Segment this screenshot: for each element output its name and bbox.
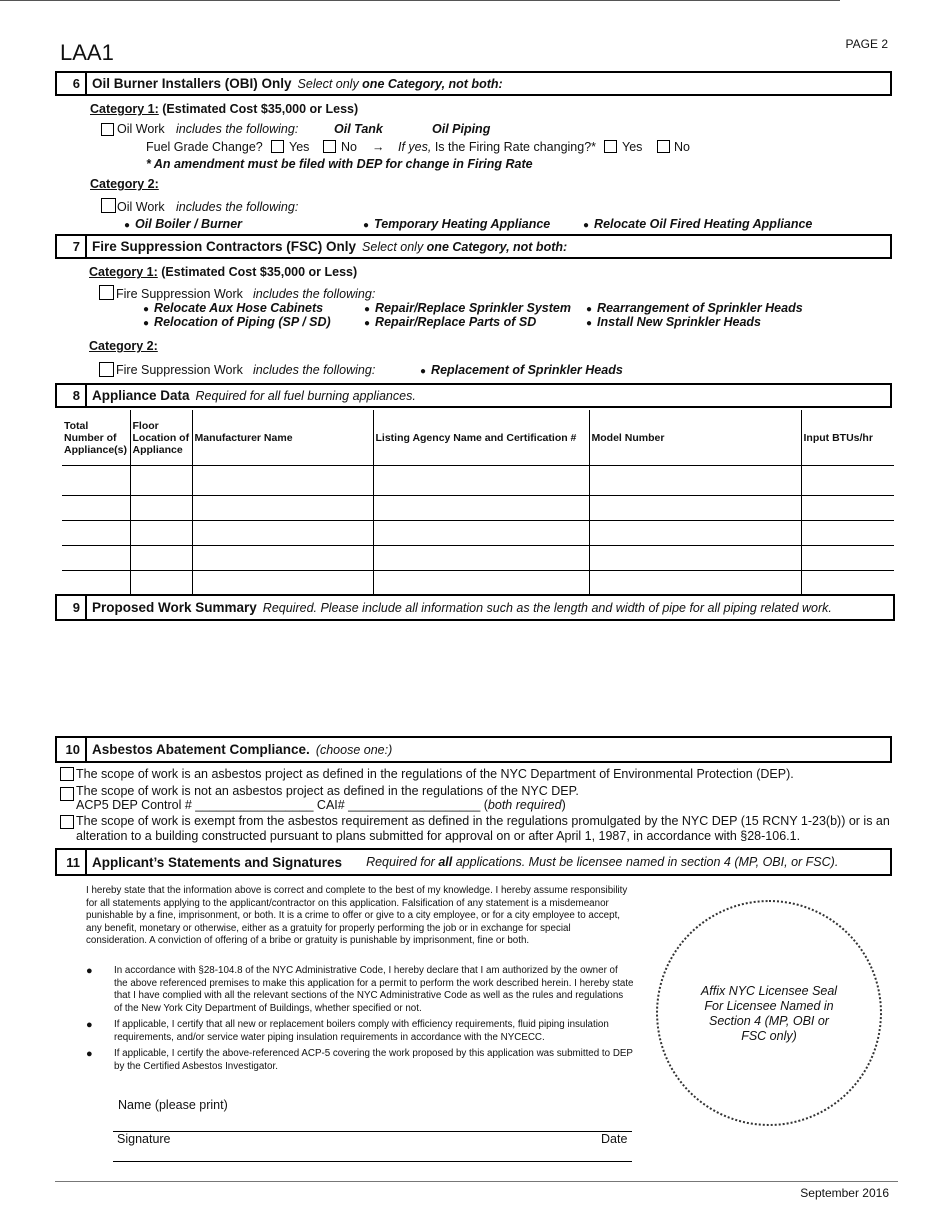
table-row [62, 496, 894, 521]
section-title: Appliance Data [92, 388, 190, 403]
section-number: 9 [57, 596, 87, 619]
s6-firing-rate-yes-checkbox[interactable] [604, 140, 617, 153]
footer-date: September 2016 [800, 1186, 889, 1200]
s7-includes-label: includes the following: [253, 287, 376, 301]
s6-firing-rate-label: If yes, Is the Firing Rate changing?* [398, 140, 597, 154]
table-cell[interactable] [801, 571, 894, 596]
table-cell[interactable] [130, 466, 192, 496]
table-cell[interactable] [62, 466, 130, 496]
asbestos-option-3-checkbox[interactable] [60, 815, 74, 829]
section-8-header [55, 383, 892, 408]
s6-oil-work-cat1-checkbox[interactable] [101, 123, 114, 136]
section-note: (choose one:) [315, 742, 393, 757]
statement-text: I hereby state that the information above is correct and complete to the best of my knowledge. I hereby assume responsibility for all statements applying to the applicant/contractor on this application. Falsification of any statement is a misdemeanor punishable by a fine, imprisonment, or both. It is a crime to offer or give to a city employee, or for a city employee to accept, any benefit, monetary or otherwise, either as a gratuity for properly performing the job or in exchange for special consideration. A conviction of offering of a bribe or gratuity is punishable by imprisonment, fine or both. [86, 885, 628, 946]
table-cell[interactable] [192, 571, 373, 596]
column-header: Listing Agency Name and Certification # [373, 410, 589, 466]
s7-cat1-item: ● Relocation of Piping (SP / SD) [143, 315, 331, 329]
section-number: 7 [57, 236, 87, 257]
table-cell[interactable] [373, 466, 589, 496]
s6-includes-label: includes the following: [176, 200, 299, 214]
section-title: Applicant’s Statements and Signatures [92, 854, 343, 870]
top-rule [0, 0, 840, 1]
table-cell[interactable] [373, 546, 589, 571]
appliance-data-table [62, 410, 894, 596]
s6-fuel-grade-no-label: No [341, 140, 357, 154]
table-cell[interactable] [589, 546, 801, 571]
table-cell[interactable] [62, 521, 130, 546]
section-11-header [55, 848, 892, 876]
s6-cat2-item: ● Temporary Heating Appliance [363, 217, 551, 231]
section-title: Oil Burner Installers (OBI) Only [92, 76, 292, 91]
table-cell[interactable] [589, 521, 801, 546]
column-header: Total Number of Appliance(s) [62, 410, 130, 466]
s6-oil-work-label: Oil Work [117, 122, 165, 136]
s6-includes-label: includes the following: [176, 122, 299, 136]
section-9-header [55, 594, 895, 621]
table-cell[interactable] [801, 466, 894, 496]
section-title: Fire Suppression Contractors (FSC) Only [92, 239, 357, 254]
s6-fuel-grade-no-checkbox[interactable] [323, 140, 336, 153]
s6-firing-rate-no-label: No [674, 140, 690, 154]
bullet-icon: ● [86, 1048, 93, 1060]
table-cell[interactable] [130, 546, 192, 571]
s6-firing-rate-no-checkbox[interactable] [657, 140, 670, 153]
section-note: Required for all applications. Must be licensee named in section 4 (MP, OBI, or FSC). [366, 855, 839, 869]
s6-cat2-item: ● Relocate Oil Fired Heating Appliance [583, 217, 813, 231]
table-cell[interactable] [373, 496, 589, 521]
table-cell[interactable] [589, 571, 801, 596]
column-header: Input BTUs/hr [801, 410, 894, 466]
s6-firing-rate-yes-label: Yes [622, 140, 643, 154]
section-10-header [55, 736, 892, 763]
s7-cat1-item: ● Install New Sprinkler Heads [586, 315, 761, 329]
s6-oil-tank: Oil Tank [334, 122, 383, 136]
list-item: ● In accordance with §28-104.8 of the NYC Administrative Code, I hereby declare that I am authorized by the owner of the above referenced premises to make this application for a permit to perform the work described herein. I hereby state that I have complied with all the relevant sections of the NYC Administrative Code as well as the rules and regulations of the New York City Department of Buildings, whether specified or not. [86, 965, 634, 1014]
arrow-icon: → [372, 140, 385, 154]
s6-fuel-grade-yes-checkbox[interactable] [271, 140, 284, 153]
table-cell[interactable] [801, 521, 894, 546]
table-cell[interactable] [373, 521, 589, 546]
s6-oil-work-label: Oil Work [117, 200, 165, 214]
table-cell[interactable] [373, 571, 589, 596]
s6-category-1: Category 1: (Estimated Cost $35,000 or Less) [90, 102, 359, 116]
table-row [62, 571, 894, 596]
seal-instructions: Affix NYC Licensee Seal For Licensee Named in Section 4 (MP, OBI or FSC only) [700, 984, 838, 1043]
section-title: Proposed Work Summary [92, 600, 257, 615]
form-id: LAA1 [60, 40, 114, 65]
footer-rule [55, 1181, 898, 1182]
s7-includes-label: includes the following: [253, 363, 376, 377]
table-cell[interactable] [130, 496, 192, 521]
s7-cat1-item: ● Repair/Replace Parts of SD [364, 315, 537, 329]
s7-category-1: Category 1: (Estimated Cost $35,000 or Less) [89, 265, 358, 279]
page-number: PAGE 2 [845, 37, 888, 51]
table-cell[interactable] [801, 546, 894, 571]
section-7-header [55, 234, 892, 259]
s7-category-2: Category 2: [89, 339, 158, 353]
table-cell[interactable] [589, 466, 801, 496]
table-row [62, 546, 894, 571]
list-item: ● If applicable, I certify that all new or replacement boilers comply with efficiency requirements, fluid piping insulation requirements, and/or service water piping insulation requirements in accordance with the NYCECC. [86, 1019, 609, 1043]
s7-cat1-item: ● Rearrangement of Sprinkler Heads [586, 301, 803, 315]
asbestos-option-1-label: The scope of work is an asbestos project as defined in the regulations of the NYC Department of Environmental Protection (DEP). [76, 767, 794, 781]
bullet-icon: ● [86, 965, 93, 977]
s7-fs-work-cat2-checkbox[interactable] [99, 362, 114, 377]
list-item: ● If applicable, I certify the above-referenced ACP-5 covering the work proposed by this application was submitted to DEP by the Certified Asbestos Investigator. [86, 1048, 633, 1072]
section-number: 8 [57, 385, 87, 406]
s6-fuel-grade-yes-label: Yes [289, 140, 310, 154]
proposed-work-summary-field[interactable] [62, 624, 892, 732]
section-note: Required for all fuel burning appliances. [195, 388, 416, 403]
section-note: Select only one Category, not both: [362, 239, 568, 254]
table-row [62, 466, 894, 496]
s6-category-2: Category 2: [90, 177, 159, 191]
column-header: Manufacturer Name [192, 410, 373, 466]
table-cell[interactable] [801, 496, 894, 521]
s7-cat2-item: ● Replacement of Sprinkler Heads [420, 363, 623, 377]
table-cell[interactable] [130, 571, 192, 596]
s6-cat2-item: ● Oil Boiler / Burner [124, 217, 243, 231]
table-cell[interactable] [589, 496, 801, 521]
certification-list [86, 965, 634, 1077]
signature-line[interactable] [113, 1161, 632, 1162]
section-number: 6 [57, 73, 87, 94]
s6-oil-work-cat2-checkbox[interactable] [101, 198, 116, 213]
table-cell[interactable] [62, 571, 130, 596]
acp5-cai-line: ACP5 DEP Control # _________________ CAI# ___________________ (both required) [76, 798, 566, 812]
table-cell[interactable] [192, 496, 373, 521]
s6-amendment-note: * An amendment must be filed with DEP for change in Firing Rate [146, 157, 533, 171]
section-number: 10 [57, 738, 87, 761]
table-cell[interactable] [130, 521, 192, 546]
s7-cat1-item: ● Repair/Replace Sprinkler System [364, 301, 571, 315]
asbestos-option-2-label: The scope of work is not an asbestos project as defined in the regulations of the NYC DEP. [76, 784, 579, 798]
s6-oil-piping: Oil Piping [432, 122, 491, 136]
applicant-statement [86, 885, 634, 948]
s6-fuel-grade-label: Fuel Grade Change? [146, 140, 263, 154]
table-cell[interactable] [192, 466, 373, 496]
name-label: Name (please print) [118, 1098, 228, 1112]
s7-fs-work-cat1-checkbox[interactable] [99, 285, 114, 300]
s7-cat1-item: ● Relocate Aux Hose Cabinets [143, 301, 324, 315]
asbestos-option-3-label: The scope of work is exempt from the asbestos requirement as defined in the regulations promulgated by the NYC DEP (15 RCNY 1-23(b)) or is an [76, 814, 890, 828]
signature-label: Signature [117, 1132, 171, 1146]
asbestos-option-1-checkbox[interactable] [60, 767, 74, 781]
table-cell[interactable] [192, 546, 373, 571]
section-note: Required. Please include all information such as the length and width of pipe for all piping related work. [262, 600, 832, 615]
table-cell[interactable] [62, 496, 130, 521]
section-title: Asbestos Abatement Compliance. [92, 742, 310, 757]
table-cell[interactable] [192, 521, 373, 546]
table-header-row [62, 410, 894, 466]
date-label: Date [601, 1132, 628, 1146]
section-6-header [55, 71, 892, 96]
table-row [62, 521, 894, 546]
table-cell[interactable] [62, 546, 130, 571]
column-header: Floor Location of Appliance [130, 410, 192, 466]
bullet-icon: ● [86, 1019, 93, 1031]
name-line[interactable] [113, 1131, 632, 1132]
column-header: Model Number [589, 410, 801, 466]
section-note: Select only one Category, not both: [297, 76, 503, 91]
asbestos-option-3-label-cont: alteration to a building constructed pursuant to plans submitted for approval on or after April 1, 1987, in accordance with §28-106.1. [76, 829, 801, 843]
s7-fs-work-label: Fire Suppression Work [116, 363, 243, 377]
section-number: 11 [57, 850, 87, 874]
s7-fs-work-label: Fire Suppression Work [116, 287, 243, 301]
asbestos-option-2-checkbox[interactable] [60, 787, 74, 801]
